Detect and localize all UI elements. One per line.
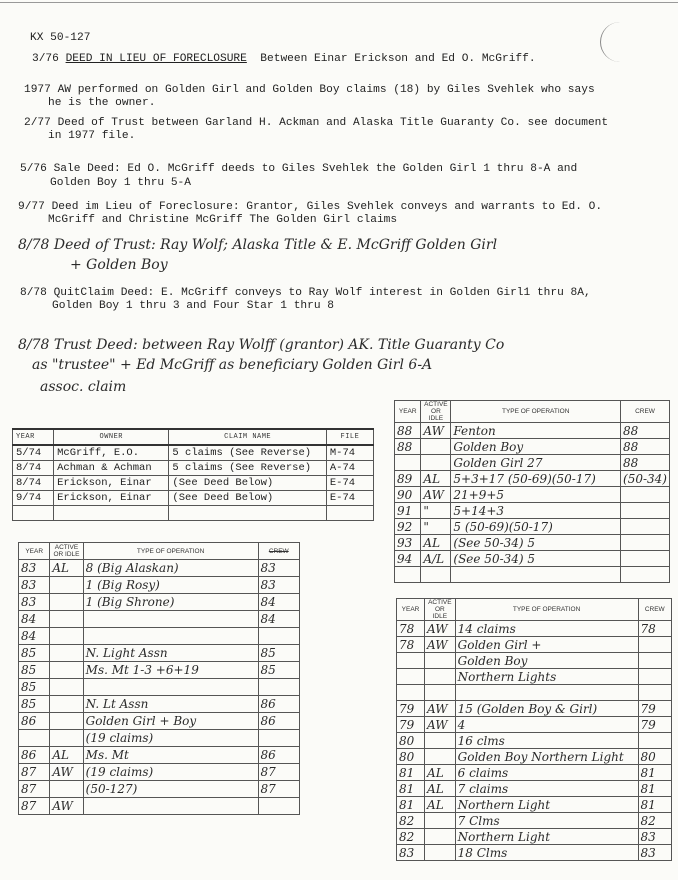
ops-cell-type bbox=[83, 628, 258, 645]
ops-cell-crew bbox=[638, 669, 671, 685]
ops-cell-year: 88 bbox=[395, 439, 421, 455]
ops-cell-year: 79 bbox=[397, 701, 425, 717]
ops-cell-active: " bbox=[421, 519, 451, 535]
table-row bbox=[19, 713, 300, 730]
table-row bbox=[19, 662, 300, 679]
entry-2-line-1: 1977 AW performed on Golden Girl and Golden Boy claims (18) by Giles Svehlek who says bbox=[24, 84, 595, 96]
ops-cell-active bbox=[50, 730, 83, 747]
ops-cell-crew bbox=[621, 567, 670, 583]
table-row bbox=[397, 781, 672, 797]
ops-cell-type: 16 clms bbox=[455, 733, 638, 749]
table-row bbox=[13, 461, 374, 476]
owner-year: 9/74 bbox=[13, 491, 54, 506]
handwritten-note-2-line-2: as "trustee" + Ed McGriff as beneficiary Golden Girl 6-A bbox=[32, 357, 433, 373]
ops-rb-header bbox=[397, 599, 672, 621]
ops-cell-type: 7 claims bbox=[455, 781, 638, 797]
ops-cell-type: 8 (Big Alaskan) bbox=[83, 560, 258, 577]
table-row bbox=[397, 813, 672, 829]
ops-cell-year: 88 bbox=[395, 423, 421, 439]
table-row bbox=[13, 506, 374, 521]
ops-cell-crew bbox=[638, 733, 671, 749]
owner-table-header bbox=[13, 429, 374, 445]
ops-cell-year: 83 bbox=[19, 594, 50, 611]
ops-cell-active bbox=[50, 713, 83, 730]
ops-cell-year: 94 bbox=[395, 551, 421, 567]
top-edge-line bbox=[0, 2, 678, 3]
owner-file: E-74 bbox=[326, 491, 373, 506]
ops-cell-type: 1 (Big Shrone) bbox=[83, 594, 258, 611]
ops-cell-type: Golden Girl 27 bbox=[451, 455, 621, 471]
ops-cell-active: AW bbox=[421, 423, 451, 439]
ops-cell-year: 87 bbox=[19, 798, 50, 815]
table-row bbox=[395, 519, 670, 535]
ops-cell-year: 81 bbox=[397, 781, 425, 797]
ops-cell-active bbox=[425, 749, 456, 765]
table-row bbox=[19, 628, 300, 645]
ops-cell-crew: 78 bbox=[638, 621, 671, 637]
ops-cell-type: N. Lt Assn bbox=[83, 696, 258, 713]
ops-cell-type: Golden Girl + bbox=[455, 637, 638, 653]
entry-1-text: Between Einar Erickson and Ed O. McGriff. bbox=[260, 53, 536, 65]
table-row bbox=[19, 577, 300, 594]
ops-cell-type: Golden Boy bbox=[455, 653, 638, 669]
ops-cell-type: 5+3+17 (50-69)(50-17) bbox=[451, 471, 621, 487]
ops-cell-year bbox=[395, 455, 421, 471]
entry-3-line-2: in 1977 file. bbox=[48, 130, 136, 142]
ops-cell-crew: 86 bbox=[258, 696, 299, 713]
ops-cell-crew: 83 bbox=[638, 829, 671, 845]
ops-cell-crew bbox=[638, 653, 671, 669]
ops-cell-active bbox=[50, 696, 83, 713]
entry-6-line-1: 8/78 QuitClaim Deed: E. McGriff conveys to Ray Wolf interest in Golden Girl1 thru 8A, bbox=[20, 287, 591, 299]
ops-cell-active bbox=[50, 577, 83, 594]
corner-scribble bbox=[600, 22, 625, 62]
ops-cell-year bbox=[19, 730, 50, 747]
table-row bbox=[19, 798, 300, 815]
entry-6-line-2: Golden Boy 1 thru 3 and Four Star 1 thru 8 bbox=[52, 300, 334, 312]
entry-1-date: 3/76 bbox=[32, 53, 59, 65]
ops-cell-crew: 85 bbox=[258, 645, 299, 662]
ops-left-col-crew: CREW bbox=[258, 543, 299, 560]
table-row bbox=[19, 764, 300, 781]
ops-cell-crew: 84 bbox=[258, 611, 299, 628]
owner-col-owner: OWNER bbox=[54, 429, 169, 445]
ops-cell-crew: 88 bbox=[621, 439, 670, 455]
ops-cell-active bbox=[50, 594, 83, 611]
owner-col-file: FILE bbox=[326, 429, 373, 445]
ops-cell-type: Golden Girl + Boy bbox=[83, 713, 258, 730]
ops-cell-crew: 79 bbox=[638, 701, 671, 717]
ops-cell-crew: 88 bbox=[621, 455, 670, 471]
ops-cell-active bbox=[425, 669, 456, 685]
ops-cell-year: 78 bbox=[397, 637, 425, 653]
ops-cell-crew bbox=[258, 730, 299, 747]
owner-file: M-74 bbox=[326, 445, 373, 461]
entry-5-line-1: 9/77 Deed im Lieu of Foreclosure: Grantor, Giles Svehlek conveys and warrants to Ed. O. bbox=[18, 201, 603, 213]
ops-cell-crew bbox=[258, 679, 299, 696]
ops-cell-year: 85 bbox=[19, 696, 50, 713]
ops-cell-active: AL bbox=[425, 797, 456, 813]
ops-cell-type: (See 50-34) 5 bbox=[451, 551, 621, 567]
ops-cell-crew bbox=[258, 798, 299, 815]
entry-5-line-2: McGriff and Christine McGriff The Golden Girl claims bbox=[48, 214, 398, 226]
ops-cell-year: 85 bbox=[19, 662, 50, 679]
ops-cell-year: 90 bbox=[395, 487, 421, 503]
ops-cell-year: 78 bbox=[397, 621, 425, 637]
table-row bbox=[397, 717, 672, 733]
ops-cell-crew: 84 bbox=[258, 594, 299, 611]
ops-cell-year: 82 bbox=[397, 813, 425, 829]
ops-left-header bbox=[19, 543, 300, 560]
owner-col-claim: CLAIM NAME bbox=[169, 429, 326, 445]
ops-cell-type: (19 claims) bbox=[83, 764, 258, 781]
ops-cell-type: (19 claims) bbox=[83, 730, 258, 747]
ops-cell-crew: 83 bbox=[638, 845, 671, 861]
ops-table-right-bottom bbox=[396, 598, 672, 861]
ops-cell-year: 80 bbox=[397, 749, 425, 765]
ops-cell-active bbox=[421, 439, 451, 455]
file-number: KX 50-127 bbox=[30, 32, 91, 44]
ops-cell-type: Golden Boy Northern Light bbox=[455, 749, 638, 765]
ops-cell-type: (See 50-34) 5 bbox=[451, 535, 621, 551]
ops-cell-crew bbox=[258, 628, 299, 645]
table-row bbox=[397, 637, 672, 653]
ops-cell-crew: 81 bbox=[638, 765, 671, 781]
ops-table-right-top bbox=[394, 400, 670, 583]
ops-cell-type bbox=[83, 611, 258, 628]
table-row bbox=[19, 560, 300, 577]
handwritten-note-1-line-2: + Golden Boy bbox=[70, 257, 168, 273]
ops-rb-col-active: ACTIVE OR IDLE bbox=[425, 599, 456, 621]
entry-1-title: DEED IN LIEU OF FORECLOSURE bbox=[65, 53, 247, 65]
ops-cell-year: 80 bbox=[397, 733, 425, 749]
entry-4-line-2: Golden Boy 1 thru 5-A bbox=[50, 177, 191, 189]
ops-cell-crew: 86 bbox=[258, 747, 299, 764]
ops-cell-crew: 83 bbox=[258, 577, 299, 594]
handwritten-note-1-line-1: 8/78 Deed of Trust: Ray Wolf; Alaska Title & E. McGriff Golden Girl bbox=[18, 237, 498, 253]
ops-cell-type: Golden Boy bbox=[451, 439, 621, 455]
ops-cell-active: AL bbox=[421, 535, 451, 551]
ops-cell-active: AW bbox=[50, 798, 83, 815]
ops-rt-col-crew: CREW bbox=[621, 401, 670, 423]
table-row bbox=[397, 765, 672, 781]
owner-col-year: YEAR bbox=[13, 429, 54, 445]
ops-cell-type: Ms. Mt 1-3 +6+19 bbox=[83, 662, 258, 679]
ops-cell-crew bbox=[638, 637, 671, 653]
ops-rt-col-type: TYPE OF OPERATION bbox=[451, 401, 621, 423]
table-row bbox=[395, 423, 670, 439]
ops-left-col-year: YEAR bbox=[19, 543, 50, 560]
handwritten-note-2-line-3: assoc. claim bbox=[40, 379, 127, 395]
ops-cell-year: 81 bbox=[397, 797, 425, 813]
ops-cell-active: AL bbox=[50, 747, 83, 764]
table-row bbox=[19, 747, 300, 764]
ops-cell-active: AW bbox=[425, 637, 456, 653]
ops-cell-active bbox=[425, 845, 456, 861]
table-row bbox=[395, 503, 670, 519]
owner-year: 8/74 bbox=[13, 476, 54, 491]
owner-claim: (See Deed Below) bbox=[169, 491, 326, 506]
ops-cell-active: AL bbox=[421, 471, 451, 487]
ops-left-col-active: ACTIVE OR IDLE bbox=[50, 543, 83, 560]
table-row bbox=[397, 733, 672, 749]
table-row bbox=[397, 845, 672, 861]
ops-cell-year: 87 bbox=[19, 781, 50, 798]
ops-cell-year bbox=[397, 653, 425, 669]
ops-rb-col-crew: CREW bbox=[638, 599, 671, 621]
ops-cell-crew bbox=[621, 551, 670, 567]
table-row bbox=[395, 535, 670, 551]
table-row bbox=[13, 476, 374, 491]
entry-3-line-1: 2/77 Deed of Trust between Garland H. Ackman and Alaska Title Guaranty Co. see document bbox=[24, 117, 609, 129]
ops-cell-type: 14 claims bbox=[455, 621, 638, 637]
ops-cell-active bbox=[50, 611, 83, 628]
ops-cell-active: AW bbox=[421, 487, 451, 503]
ops-cell-crew bbox=[621, 535, 670, 551]
ops-cell-active: AL bbox=[50, 560, 83, 577]
ops-cell-type: 5 (50-69)(50-17) bbox=[451, 519, 621, 535]
ops-cell-crew bbox=[621, 487, 670, 503]
ops-cell-year: 89 bbox=[395, 471, 421, 487]
ops-cell-year bbox=[397, 685, 425, 701]
ops-cell-active bbox=[421, 455, 451, 471]
ops-cell-year bbox=[395, 567, 421, 583]
entry-1 bbox=[32, 53, 536, 66]
ops-cell-crew: 85 bbox=[258, 662, 299, 679]
ops-cell-type: 6 claims bbox=[455, 765, 638, 781]
owner-table bbox=[12, 428, 374, 521]
ops-cell-type: 18 Clms bbox=[455, 845, 638, 861]
ops-cell-type bbox=[451, 567, 621, 583]
owner-name: Achman & Achman bbox=[54, 461, 169, 476]
owner-claim: 5 claims (See Reverse) bbox=[169, 461, 326, 476]
ops-cell-active bbox=[50, 679, 83, 696]
ops-cell-active bbox=[50, 628, 83, 645]
table-row bbox=[397, 685, 672, 701]
table-row bbox=[395, 455, 670, 471]
owner-year: 5/74 bbox=[13, 445, 54, 461]
ops-cell-active bbox=[50, 662, 83, 679]
ops-cell-crew bbox=[621, 503, 670, 519]
ops-cell-type bbox=[455, 685, 638, 701]
ops-cell-type: N. Light Assn bbox=[83, 645, 258, 662]
ops-cell-year: 83 bbox=[19, 560, 50, 577]
table-row bbox=[397, 621, 672, 637]
ops-cell-type: 21+9+5 bbox=[451, 487, 621, 503]
ops-cell-crew: (50-34) bbox=[621, 471, 670, 487]
ops-cell-active bbox=[50, 781, 83, 798]
ops-cell-crew bbox=[621, 519, 670, 535]
ops-cell-type: Northern Light bbox=[455, 829, 638, 845]
table-row bbox=[19, 730, 300, 747]
ops-cell-year: 85 bbox=[19, 645, 50, 662]
ops-cell-crew bbox=[638, 685, 671, 701]
owner-name: Erickson, Einar bbox=[54, 476, 169, 491]
table-row bbox=[13, 491, 374, 506]
ops-cell-crew: 82 bbox=[638, 813, 671, 829]
ops-left-col-type: TYPE OF OPERATION bbox=[83, 543, 258, 560]
table-row bbox=[395, 471, 670, 487]
table-row bbox=[395, 487, 670, 503]
table-row bbox=[19, 611, 300, 628]
ops-cell-type: 5+14+3 bbox=[451, 503, 621, 519]
ops-cell-year: 87 bbox=[19, 764, 50, 781]
ops-cell-crew: 80 bbox=[638, 749, 671, 765]
ops-cell-year: 84 bbox=[19, 611, 50, 628]
ops-cell-year: 81 bbox=[397, 765, 425, 781]
ops-cell-type: Fenton bbox=[451, 423, 621, 439]
table-row bbox=[397, 653, 672, 669]
ops-cell-year: 83 bbox=[397, 845, 425, 861]
ops-cell-year bbox=[397, 669, 425, 685]
owner-year: 8/74 bbox=[13, 461, 54, 476]
ops-table-left bbox=[18, 542, 300, 815]
table-row bbox=[397, 797, 672, 813]
ops-cell-crew: 87 bbox=[258, 781, 299, 798]
ops-cell-year: 82 bbox=[397, 829, 425, 845]
ops-cell-year: 86 bbox=[19, 747, 50, 764]
ops-cell-active: " bbox=[421, 503, 451, 519]
ops-cell-active bbox=[421, 567, 451, 583]
ops-cell-crew: 83 bbox=[258, 560, 299, 577]
table-row bbox=[397, 701, 672, 717]
table-row bbox=[19, 679, 300, 696]
ops-rb-col-year: YEAR bbox=[397, 599, 425, 621]
table-row bbox=[397, 669, 672, 685]
ops-cell-active: AW bbox=[425, 717, 456, 733]
ops-cell-year: 79 bbox=[397, 717, 425, 733]
ops-cell-active: AL bbox=[425, 765, 456, 781]
handwritten-note-2-line-1: 8/78 Trust Deed: between Ray Wolff (grantor) AK. Title Guaranty Co bbox=[18, 337, 505, 353]
ops-cell-year: 83 bbox=[19, 577, 50, 594]
owner-claim: 5 claims (See Reverse) bbox=[169, 445, 326, 461]
table-row bbox=[19, 781, 300, 798]
ops-cell-type: Northern Lights bbox=[455, 669, 638, 685]
ops-cell-crew: 87 bbox=[258, 764, 299, 781]
ops-rt-header bbox=[395, 401, 670, 423]
table-row bbox=[19, 594, 300, 611]
owner-name: Erickson, Einar bbox=[54, 491, 169, 506]
ops-cell-type: 1 (Big Rosy) bbox=[83, 577, 258, 594]
ops-cell-active bbox=[425, 733, 456, 749]
table-row bbox=[19, 696, 300, 713]
owner-claim: (See Deed Below) bbox=[169, 476, 326, 491]
ops-cell-year: 91 bbox=[395, 503, 421, 519]
owner-file: E-74 bbox=[326, 476, 373, 491]
table-row bbox=[395, 551, 670, 567]
ops-cell-crew: 86 bbox=[258, 713, 299, 730]
owner-file: A-74 bbox=[326, 461, 373, 476]
ops-cell-type: (50-127) bbox=[83, 781, 258, 798]
ops-cell-type: 7 Clms bbox=[455, 813, 638, 829]
ops-cell-year: 93 bbox=[395, 535, 421, 551]
table-row bbox=[397, 829, 672, 845]
ops-cell-crew: 79 bbox=[638, 717, 671, 733]
ops-cell-active: AW bbox=[425, 701, 456, 717]
table-row bbox=[395, 567, 670, 583]
ops-cell-active: AW bbox=[425, 621, 456, 637]
ops-cell-crew: 81 bbox=[638, 781, 671, 797]
ops-cell-active bbox=[425, 829, 456, 845]
ops-rt-col-year: YEAR bbox=[395, 401, 421, 423]
table-row bbox=[397, 749, 672, 765]
ops-rt-col-active: ACTIVE OR IDLE bbox=[421, 401, 451, 423]
entry-4-line-1: 5/76 Sale Deed: Ed O. McGriff deeds to Giles Svehlek the Golden Girl 1 thru 8-A and bbox=[20, 163, 578, 175]
ops-cell-active bbox=[425, 813, 456, 829]
ops-cell-year: 92 bbox=[395, 519, 421, 535]
ops-cell-crew: 81 bbox=[638, 797, 671, 813]
ops-cell-active: A/L bbox=[421, 551, 451, 567]
ops-cell-active bbox=[425, 685, 456, 701]
owner-name: McGriff, E.O. bbox=[54, 445, 169, 461]
ops-cell-year: 84 bbox=[19, 628, 50, 645]
ops-cell-active: AW bbox=[50, 764, 83, 781]
ops-cell-type: 15 (Golden Boy & Girl) bbox=[455, 701, 638, 717]
ops-cell-type bbox=[83, 798, 258, 815]
table-row bbox=[19, 645, 300, 662]
ops-cell-crew: 88 bbox=[621, 423, 670, 439]
ops-cell-active: AL bbox=[425, 781, 456, 797]
table-row bbox=[395, 439, 670, 455]
ops-cell-active bbox=[50, 645, 83, 662]
table-row bbox=[13, 445, 374, 461]
ops-cell-type: 4 bbox=[455, 717, 638, 733]
ops-cell-type: Northern Light bbox=[455, 797, 638, 813]
ops-cell-year: 86 bbox=[19, 713, 50, 730]
ops-cell-active bbox=[425, 653, 456, 669]
ops-rb-col-type: TYPE OF OPERATION bbox=[455, 599, 638, 621]
ops-cell-type: Ms. Mt bbox=[83, 747, 258, 764]
ops-cell-year: 85 bbox=[19, 679, 50, 696]
ops-cell-type bbox=[83, 679, 258, 696]
entry-2-line-2: he is the owner. bbox=[48, 97, 156, 109]
